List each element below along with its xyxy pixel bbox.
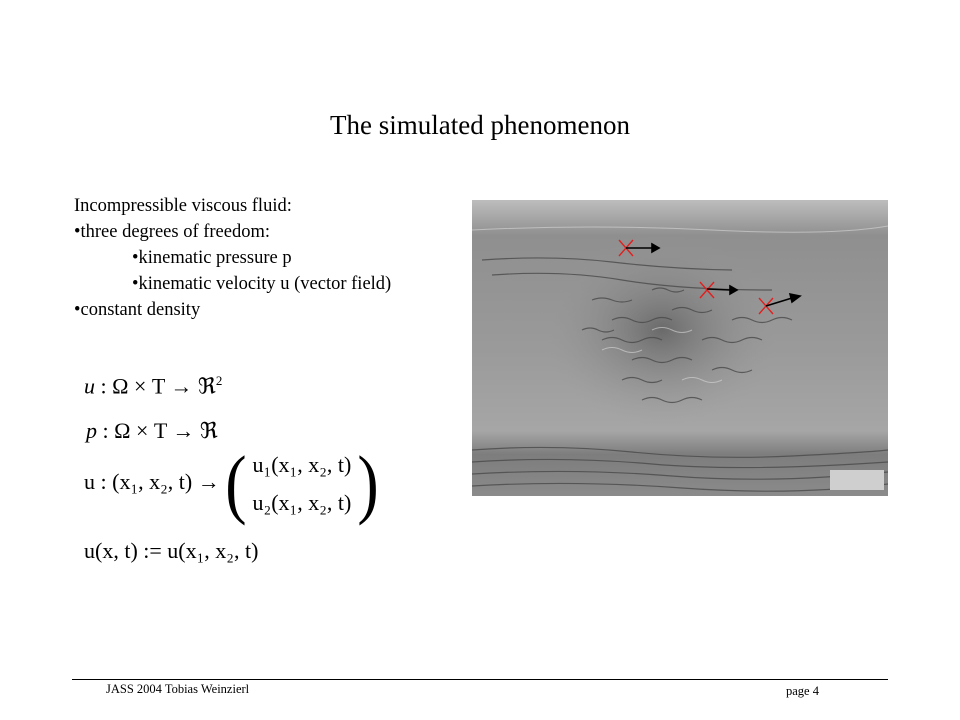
- formula-velocity-exponent: 2: [215, 373, 223, 388]
- description-block: [74, 193, 391, 323]
- formula-velocity-symbol: u: [84, 373, 95, 399]
- formula-pressure-domain: : Ω × T → ℜ: [102, 418, 218, 443]
- sub-bullet-velocity: •kinematic velocity u (vector field): [132, 274, 392, 294]
- formula-components-lhs: u : (x₁, x₂, t) →: [84, 469, 220, 495]
- formula-velocity-domain: : Ω × T → ℜ: [100, 373, 216, 399]
- turbulent-region: [542, 235, 782, 425]
- bullet-density: •constant density: [74, 300, 201, 320]
- slide-title: The simulated phenomenon: [330, 110, 630, 140]
- sub-bullet-pressure: •kinematic pressure p: [132, 248, 292, 268]
- left-paren: (: [225, 440, 247, 526]
- footer-divider: [72, 679, 888, 680]
- footer-author: JASS 2004 Tobias Weinzierl: [106, 682, 250, 696]
- photo-label-patch: [830, 470, 884, 490]
- footer-page-number: page 4: [786, 684, 819, 698]
- velocity-vector: [225, 440, 379, 526]
- intro-text: Incompressible viscous fluid:: [74, 196, 292, 216]
- formula-pressure-map: [86, 418, 218, 444]
- formula-velocity-components: [84, 440, 379, 526]
- right-paren: ): [357, 440, 379, 526]
- formula-velocity-definition: u(x, t) := u(x₁, x₂, t): [84, 538, 259, 563]
- bullet-degrees: •three degrees of freedom:: [74, 222, 271, 242]
- formula-velocity-map: [84, 373, 222, 399]
- flow-photo: [472, 200, 888, 496]
- vector-row-2: u₂(x₁, x₂, t): [252, 490, 352, 515]
- formula-pressure-symbol: p: [86, 418, 97, 443]
- vector-row-1: u₁(x₁, x₂, t): [252, 452, 352, 477]
